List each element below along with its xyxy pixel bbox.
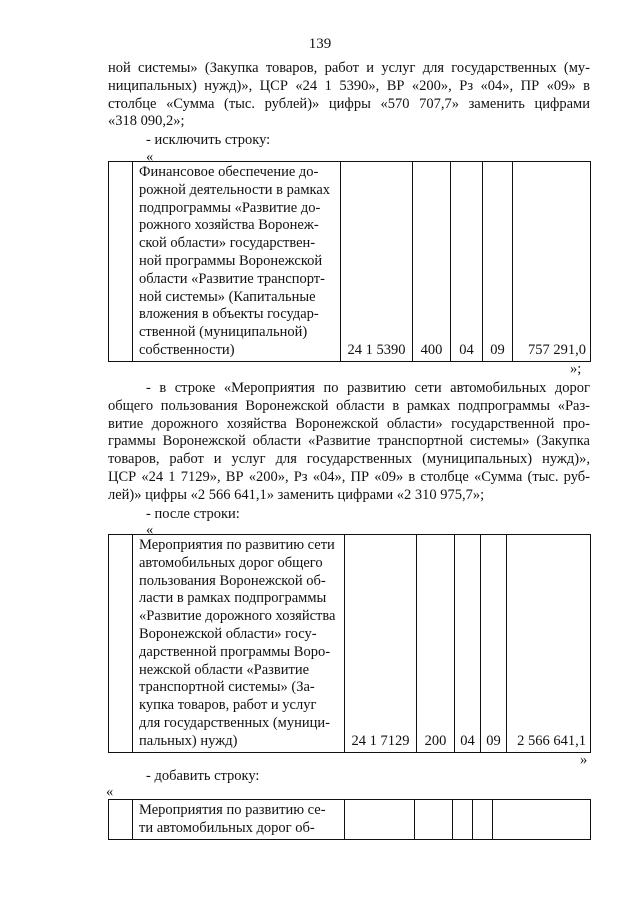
name-line: для государственных (муници- [139,714,330,731]
pr-cell: 09 [481,535,507,753]
name-line: «Развитие дорожного хозяйства [139,608,336,625]
table-row [109,800,591,840]
paragraph-line: граммы Воронежской области «Развитие транспортной системы» (Закупка [108,433,590,450]
csr-cell [345,800,415,840]
name-line: пользования Воронежской об- [139,572,326,589]
name-line: ской области» государствен- [139,235,316,252]
name-line: нежской области «Развитие [139,661,310,678]
sum-cell: 757 291,0 [513,162,591,362]
open-quote: « [106,784,114,800]
name-line: Воронежской области» госу- [139,625,317,642]
sum-cell: 2 566 641,1 [507,535,591,753]
table-row [109,535,591,753]
paragraph-line: витие дорожного хозяйства Воронежской области» государственной про- [108,415,590,432]
paragraph-line: ной системы» (Закупка товаров, работ и услуг для государственных (му- [108,60,590,76]
paragraph-line: ниципальных) нужд)», ЦСР «24 1 5390», ВР «200», Рз «04», ПР «09» в [108,77,590,94]
name-line: рожной деятельности в рамках [139,181,331,198]
vr-cell [415,800,453,840]
instruction-add-row: - добавить строку: [146,768,260,784]
open-quote: « [146,522,154,538]
name-line: подпрограммы «Развитие до- [139,199,321,216]
instruction-exclude-row: - исключить строку: [146,132,271,148]
row-name-cell [133,800,345,840]
empty-cell [109,800,133,840]
name-line: автомобильных дорог общего [139,554,323,571]
table-row [109,162,591,362]
sum-cell [493,800,591,840]
vr-cell: 400 [413,162,451,362]
instruction-after-row: - после строки: [146,506,240,522]
name-line: вложения в объекты государ- [139,306,319,323]
paragraph-line: лей)» цифры «2 566 641,1» заменить цифрами «2 310 975,7»; [108,486,485,503]
name-line: ти автомобильных дорог об- [139,819,315,836]
csr-cell: 24 1 7129 [345,535,417,753]
row-name-cell [133,535,345,753]
rz-cell: 04 [455,535,481,753]
open-quote: « [146,149,154,165]
amendment-table-reference-row [108,534,591,753]
paragraph-2 [108,380,590,505]
close-quote: »; [570,361,582,377]
pr-cell: 09 [483,162,513,362]
paragraph-line: - в строке «Мероприятия по развитию сети автомобильных дорог [146,380,590,396]
name-line: купка товаров, работ и услуг [139,697,317,714]
rz-cell [453,800,473,840]
rz-cell: 04 [451,162,483,362]
name-line: рожного хозяйства Воронеж- [139,217,319,234]
name-line: Мероприятия по развитию сети [139,537,335,553]
name-line: собственности) [139,341,235,358]
name-line: пальных) нужд) [139,732,238,749]
paragraph-1 [108,60,590,131]
row-name-cell [133,162,341,362]
name-line: ной системы» (Капитальные [139,288,316,305]
name-line: ственной (муниципальной) [139,324,308,341]
page-number: 139 [308,36,332,52]
amendment-table-excluded-row [108,161,591,362]
name-line: дарственной программы Воро- [139,643,331,660]
paragraph-line: столбце «Сумма (тыс. рублей)» цифры «570 707,7» заменить цифрами [108,95,590,112]
empty-cell [109,535,133,753]
name-line: Финансовое обеспечение до- [139,164,319,180]
paragraph-line: товаров, работ и услуг для государственных (муниципальных) нужд)», [108,451,590,468]
csr-cell: 24 1 5390 [341,162,413,362]
paragraph-line: ЦСР «24 1 7129», ВР «200», Рз «04», ПР «09» в столбце «Сумма (тыс. руб- [108,468,590,485]
pr-cell [473,800,493,840]
name-line: транспортной системы» (За- [139,679,315,696]
paragraph-line: «318 090,2»; [108,113,185,130]
paragraph-line: общего пользования Воронежской области в рамках подпрограммы «Раз- [108,397,590,414]
name-line: Мероприятия по развитию се- [139,802,326,818]
close-quote: » [580,752,588,768]
name-line: области «Развитие транспорт- [139,270,325,287]
empty-cell [109,162,133,362]
name-line: ласти в рамках подпрограммы [139,590,327,607]
name-line: ной программы Воронежской [139,252,323,269]
amendment-table-added-row [108,799,591,840]
vr-cell: 200 [417,535,455,753]
